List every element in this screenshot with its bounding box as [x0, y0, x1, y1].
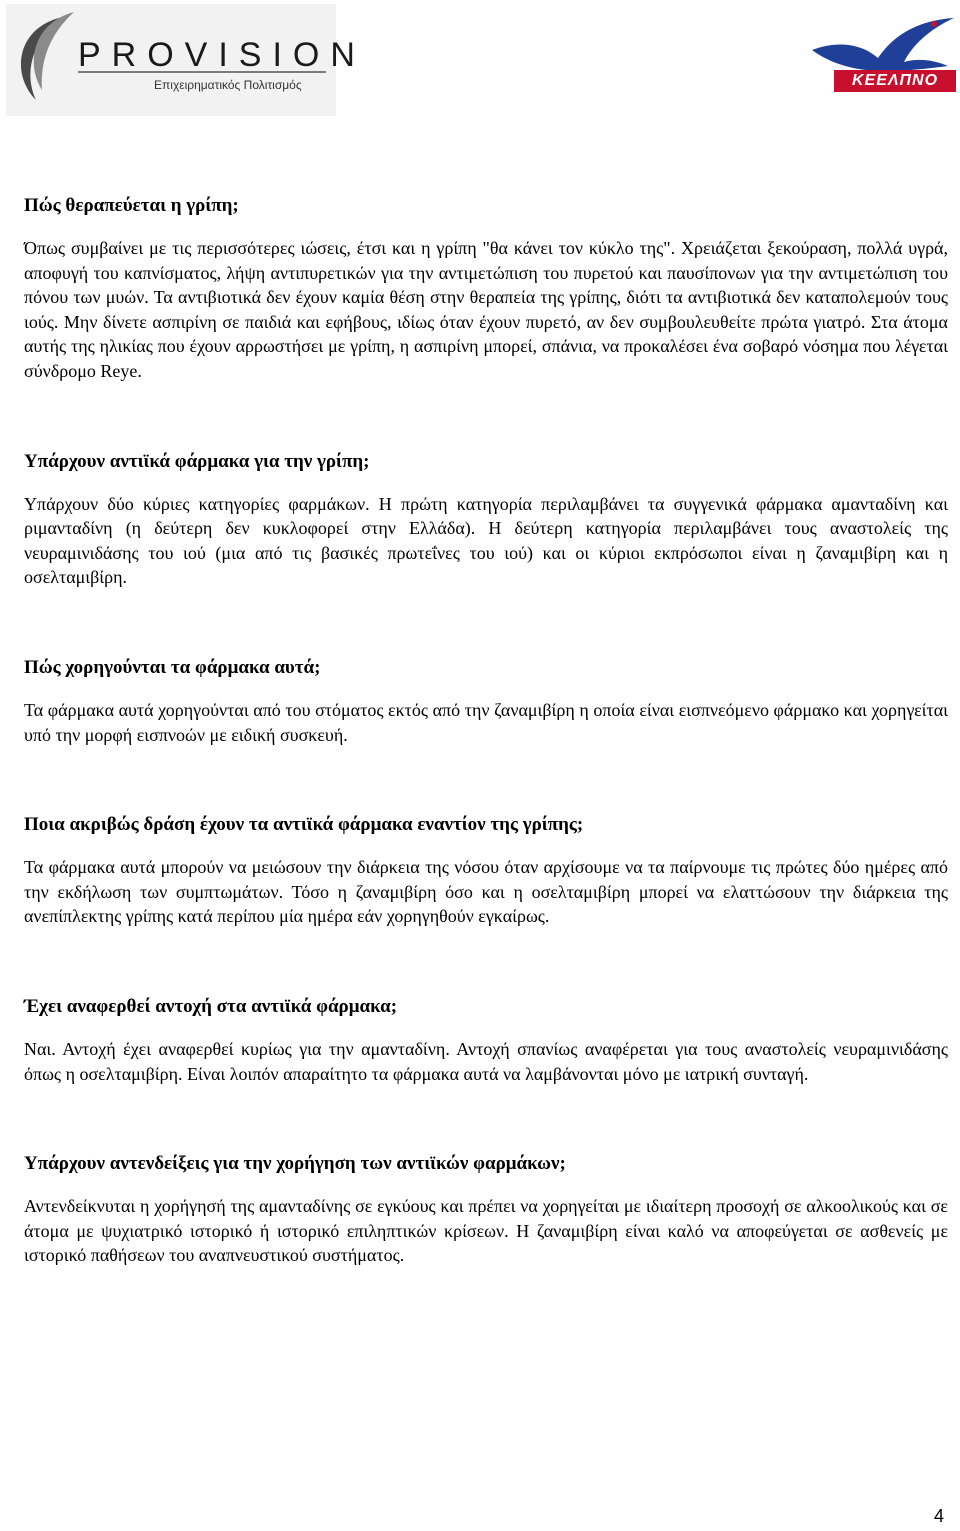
section-paragraph: Αντενδείκνυται η χορήγησή της αμανταδίνης σε εγκύους και πρέπει να χορηγείται με ιδιαίτερη προσοχή σε αλκοολικούς και σε άτομα με ψυχιατρικό ιστορικό ή ιστορικό επιληπτικών κρίσεων. Η ζαναμιβίρη είναι καλό να αποφεύγεται σε ασθενείς με ιστορικό παθήσεων του αναπνευστικού συστήματος.: [24, 1196, 948, 1266]
provision-logo: [6, 4, 366, 116]
provision-brand: PROVISION: [78, 36, 366, 74]
keelpno-name: ΚΕΕΛΠΝΟ: [834, 70, 956, 92]
document-body: [24, 194, 948, 1268]
provision-tagline: Επιχειρηματικός Πολιτισμός: [154, 78, 302, 92]
section-heading: Έχει αναφερθεί αντοχή στα αντιϊκά φάρμακα;: [24, 995, 398, 1017]
section-paragraph: Όπως συμβαίνει με τις περισσότερες ιώσεις, έτσι και η γρίπη "θα κάνει τον κύκλο της". Χρειάζεται ξεκούραση, πολλά υγρά, αποφυγή του καπνίσματος, λήψη αντιπυρετικών για την αντιμετώπιση του πυρετού και παυσίπονων για την αντιμετώπιση του πόνου των μυών. Τα αντιβιοτικά δεν έχουν καμία θέση στην θεραπεία της γρίπης, διότι τα αντιβιοτικά δεν καταπολεμούν τους ιούς. Μην δίνετε ασπιρίνη σε παιδιά και εφήβους, ιδίως όταν έχουν πυρετό, αν δεν συμβουλευθείτε πρώτα γιατρό. Στα άτομα αυτής της ηλικίας που έχουν αρρωστήσει με γρίπη, η ασπιρίνη μπορεί, σπάνια, να προκαλέσει ένα σοβαρό νόσημα που λέγεται σύνδρομο Reye.: [24, 238, 948, 381]
section-paragraph: Τα φάρμακα αυτά μπορούν να μειώσουν την διάρκεια της νόσου όταν αρχίσουμε να τα παίρνουμε τις πρώτες δύο ημέρες από την εκδήλωση των συμπτωμάτων. Τόσο η ζαναμιβίρη όσο και η οσελταμιβίρη μπορεί να ελαττώσουν την διάρκεια της ανεπίπλεκτης γρίπης κατά περίπου μία ημέρα εάν χορηγηθούν εγκαίρως.: [24, 857, 948, 927]
section-heading: Υπάρχουν αντιϊκά φάρμακα για την γρίπη;: [24, 450, 370, 472]
section-heading: Ποια ακριβώς δράση έχουν τα αντιϊκά φάρμακα εναντίον της γρίπης;: [24, 814, 584, 836]
section-heading: Πώς χορηγούνται τα φάρμακα αυτά;: [24, 656, 321, 678]
page-header: [0, 0, 960, 130]
page-number: 4: [934, 1506, 945, 1526]
keelpno-logo: [808, 10, 958, 106]
section-paragraph: Τα φάρμακα αυτά χορηγούνται από του στόματος εκτός από την ζαναμιβίρη η οποία είναι εισπνεόμενο φάρμακο και χορηγείται υπό την μορφή εισπνοών με ειδική συσκευή.: [24, 699, 948, 745]
section-heading: Υπάρχουν αντενδείξεις για την χορήγηση των αντιϊκών φαρμάκων;: [24, 1153, 566, 1175]
section-paragraph: Ναι. Αντοχή έχει αναφερθεί κυρίως για την αμανταδίνη. Αντοχή σπανίως αναφέρεται για τους αναστολείς νευραμινιδάσης όπως η οσελταμιβίρη. Είναι λοιπόν απαραίτητο τα φάρμακα αυτά να λαμβάνονται μόνο με ιατρική συνταγή.: [24, 1038, 948, 1084]
section-paragraph: Υπάρχουν δύο κύριες κατηγορίες φαρμάκων. Η πρώτη κατηγορία περιλαμβάνει τα συγγενικά φάρμακα αμανταδίνη και ριμανταδίνη (η δεύτερη δεν κυκλοφορεί στην Ελλάδα). Η δεύτερη κατηγορία περιλαμβάνει τους αναστολείς της νευραμινιδάσης του ιού (μια από τις βασικές πρωτεΐνες του ιού) και οι κύριοι εκπρόσωποι είναι η ζαναμιβίρη και η οσελταμιβίρη.: [24, 493, 948, 588]
section-heading: Πώς θεραπεύεται η γρίπη;: [24, 195, 239, 216]
